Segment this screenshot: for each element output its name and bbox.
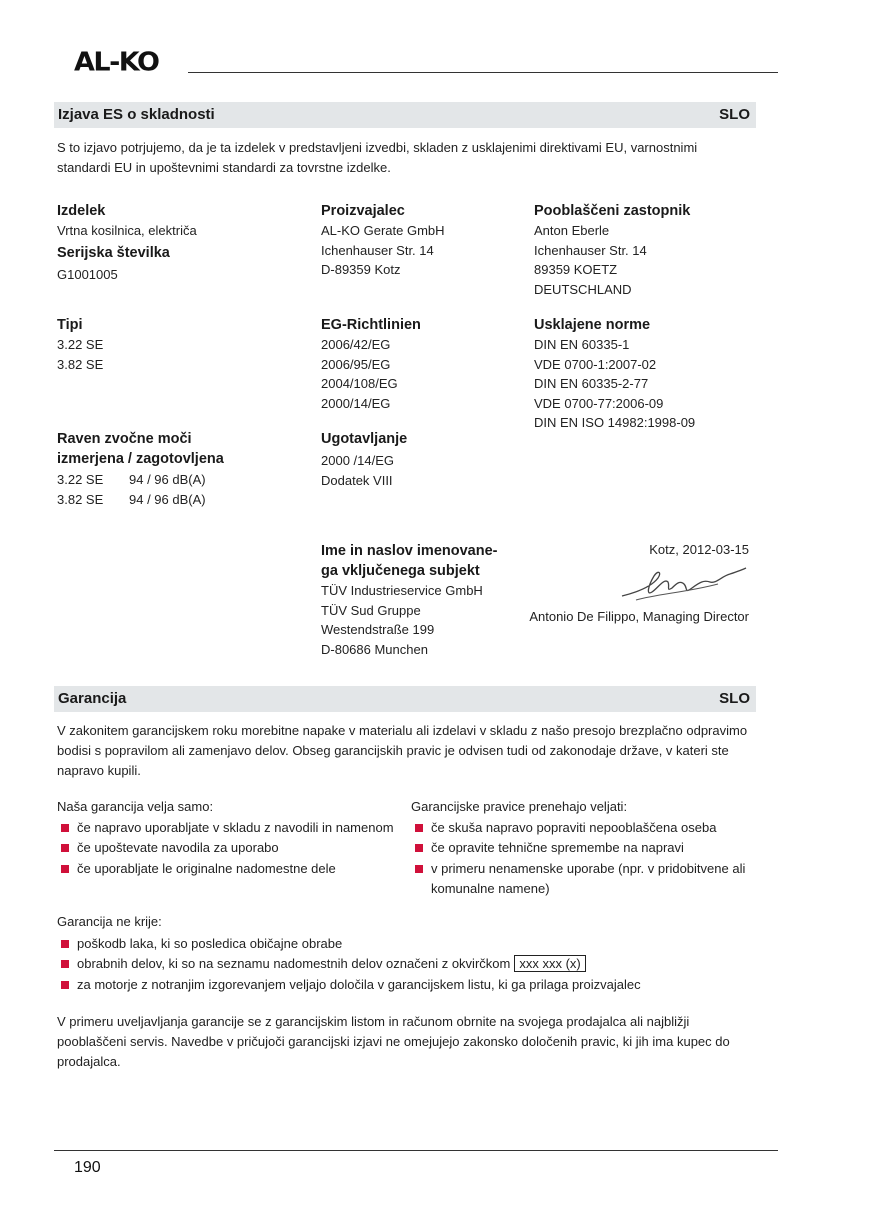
signature-image (618, 562, 750, 606)
manufacturer-label: Proizvajalec (321, 203, 405, 219)
conformity-line: Dodatek VIII (321, 472, 393, 488)
product-label: Izdelek (57, 203, 106, 219)
sound-row (57, 470, 224, 490)
notified-body-line: Westendstraße 199 (321, 622, 435, 637)
warranty-title: Garancija (58, 690, 127, 707)
norm-item: VDE 0700-77:2006-09 (534, 395, 664, 411)
manufacturer-line: AL-KO Gerate GmbH (321, 223, 445, 238)
list-item: če upoštevate navodila za uporabo (57, 838, 407, 859)
exclusion-text: obrabnih delov, ki so na seznamu nadomestnih delov označeni z okvirčkom (77, 956, 511, 971)
types-block (57, 315, 103, 374)
representative-line: Anton Eberle (534, 223, 610, 238)
warranty-intro: V zakonitem garancijskem roku morebitne napake v materialu ali izdelavi v skladu z našo presojo brezplačno odpravimo bodisi s popravilom ali zamenjavo delov. Obseg garancijskih pravic je odvisen tudi od zakonodaje države, v kateri ste napravo kupili. (57, 723, 748, 778)
exclusion-text: poškodb laka, ki so posledica običajne obrabe (77, 935, 343, 951)
footer-rule (54, 1150, 778, 1151)
directive-item: 2006/42/EG (321, 337, 391, 352)
conformity-block (321, 429, 407, 490)
notified-body-block (321, 541, 497, 659)
warranty-closing: V primeru uveljavljanja garancije se z garancijskim listom in računom obrnite na svojega prodajalca ali najbližji pooblaščeni servis. Navedbe v pričujoči garancijski izjavi ne omejujejo zakonsko določenih pravic, ki jih ima kupec do prodajalca. (57, 1014, 730, 1069)
list-item: v primeru nenamenske uporabe (npr. v pridobitvene ali komunalne namene) (411, 859, 756, 900)
sound-block (57, 429, 224, 509)
directives-label: EG-Richtlinien (321, 317, 421, 333)
warranty-lang: SLO (719, 690, 750, 707)
list-item (57, 934, 757, 955)
manufacturer-line: D-89359 Kotz (321, 262, 401, 277)
warranty-section-bar (54, 686, 756, 712)
part-code-box: xxx xxx (x) (514, 955, 585, 972)
declaration-section-bar (54, 102, 756, 128)
representative-line: 89359 KOETZ (534, 262, 618, 277)
warranty-valid-block (57, 797, 407, 879)
sound-label-line2: izmerjena / zagotovljena (57, 451, 224, 467)
sound-value: 94 / 96 dB(A) (129, 491, 206, 507)
manufacturer-block (321, 201, 445, 280)
declaration-lang: SLO (719, 106, 750, 123)
product-value: Vrtna kosilnica, električa (57, 223, 197, 238)
directive-item: 2006/95/EG (321, 356, 391, 372)
sound-value: 94 / 96 dB(A) (129, 472, 206, 487)
norm-item: DIN EN ISO 14982:1998-09 (534, 415, 696, 430)
list-item (57, 975, 757, 996)
warranty-valid-heading: Naša garancija velja samo: (57, 799, 214, 814)
notified-body-label-line2: ga vključenega subjekt (321, 563, 480, 579)
conformity-label: Ugotavljanje (321, 431, 408, 447)
serial-label: Serijska številka (57, 244, 170, 261)
representative-block (534, 201, 690, 299)
sound-label-line1: Raven zvočne moči (57, 431, 192, 447)
product-block (57, 201, 297, 284)
sound-model: 3.22 SE (57, 472, 104, 487)
manufacturer-line: Ichenhauser Str. 14 (321, 242, 434, 258)
signature-stroke (622, 568, 746, 596)
list-item: če opravite tehnične spremembe na napravi (411, 838, 756, 859)
notified-body-label-line1: Ime in naslov imenovane- (321, 543, 498, 559)
header-rule (188, 72, 778, 73)
warranty-exclusions-block (57, 912, 757, 995)
representative-label: Pooblaščeni zastopnik (534, 203, 691, 219)
norms-block (534, 315, 695, 433)
signatory: Antonio De Filippo, Managing Director (529, 609, 749, 624)
place-date: Kotz, 2012-03-15 (649, 542, 749, 557)
sound-row (57, 490, 224, 510)
warranty-void-block (411, 797, 756, 900)
norm-item: DIN EN 60335-1 (534, 337, 630, 352)
declaration-intro: S to izjavo potrjujemo, da je ta izdelek v predstavljeni izvedbi, skladen z usklajenimi direktivami EU, varnostnimi standardi EU in upoštevnimi standardi za tovrstne izdelke. (57, 140, 698, 175)
directives-block (321, 315, 421, 413)
representative-line: Ichenhauser Str. 14 (534, 242, 647, 258)
list-item: če uporabljate le originalne nadomestne dele (57, 859, 407, 880)
directive-item: 2000/14/EG (321, 395, 391, 411)
declaration-title: Izjava ES o skladnosti (58, 106, 215, 123)
sound-model: 3.82 SE (57, 491, 104, 507)
alko-logo: AL-KO (74, 47, 159, 78)
type-item: 3.22 SE (57, 337, 104, 352)
notified-body-line: TÜV Sud Gruppe (321, 602, 421, 618)
directive-item: 2004/108/EG (321, 376, 398, 391)
norm-item: DIN EN 60335-2-77 (534, 376, 649, 391)
list-item (57, 954, 757, 975)
list-item: če napravo uporabljate v skladu z navodili in namenom (57, 818, 407, 839)
notified-body-line: D-80686 Munchen (321, 641, 428, 657)
norm-item: VDE 0700-1:2007-02 (534, 356, 657, 372)
type-item: 3.82 SE (57, 356, 104, 372)
serial-value: G1001005 (57, 266, 118, 282)
list-item: če skuša napravo popraviti nepooblaščena oseba (411, 818, 756, 839)
types-label: Tipi (57, 317, 83, 333)
warranty-exclusions-heading: Garancija ne krije: (57, 914, 162, 929)
warranty-void-heading: Garancijske pravice prenehajo veljati: (411, 799, 628, 814)
exclusion-text: za motorje z notranjim izgorevanjem veljajo določila v garancijskem listu, ki ga prilaga proizvajalec (77, 976, 641, 992)
representative-line: DEUTSCHLAND (534, 281, 632, 297)
norms-label: Usklajene norme (534, 317, 651, 333)
conformity-line: 2000 /14/EG (321, 453, 394, 468)
page-number: 190 (74, 1159, 101, 1176)
notified-body-line: TÜV Industrieservice GmbH (321, 583, 483, 598)
